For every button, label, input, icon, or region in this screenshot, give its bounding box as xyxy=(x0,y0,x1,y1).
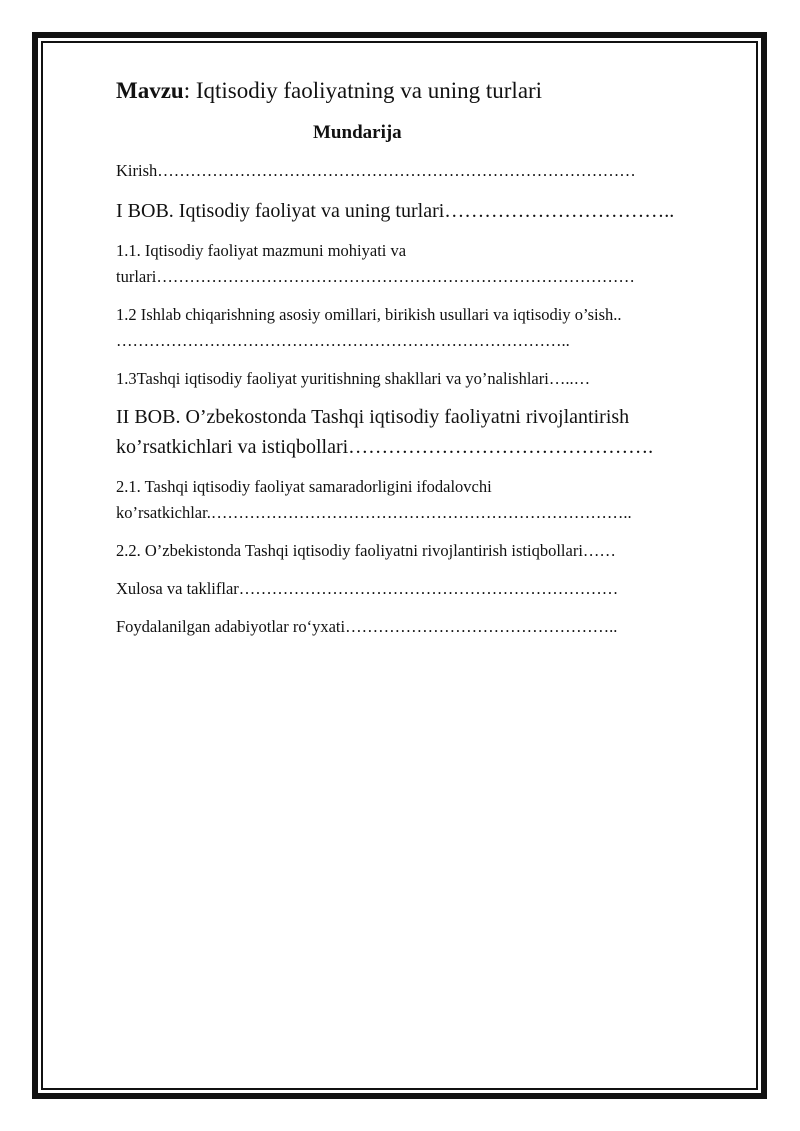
toc-line: ……………………………………………………………………….. xyxy=(116,331,570,350)
toc-line: II BOB. O’zbekostonda Tashqi iqtisodiy faoliyatni rivojlantirish xyxy=(116,406,630,428)
toc-line: 2.1. Tashqi iqtisodiy faoliyat samaradorligini ifodalovchi xyxy=(116,477,492,496)
toc-item-1-3 xyxy=(116,366,716,392)
document-body xyxy=(116,74,716,640)
toc-item-references xyxy=(116,614,716,640)
toc-line: I BOB. Iqtisodiy faoliyat va uning turlari…………………………….. xyxy=(116,200,675,222)
toc-item-chapter-2 xyxy=(116,402,716,462)
toc-line: 1.3Tashqi iqtisodiy faoliyat yuritishning shakllari va yo’nalishlari…..… xyxy=(116,369,591,388)
toc-item-1-2 xyxy=(116,302,716,354)
toc-item-chapter-1 xyxy=(116,196,716,226)
table-of-contents xyxy=(116,158,716,640)
toc-line: 1.2 Ishlab chiqarishning asosiy omillari, birikish usullari va iqtisodiy o’sish.. xyxy=(116,305,622,324)
toc-line: 1.1. Iqtisodiy faoliyat mazmuni mohiyati va xyxy=(116,241,407,260)
toc-line: turlari…………………………………………………………………………… xyxy=(116,267,635,286)
toc-line: Foydalanilgan adabiyotlar ro‘yxati………………………………………….. xyxy=(116,617,618,636)
toc-item-conclusion xyxy=(116,576,716,602)
toc-line: ko’rsatkichlar.………………………………………………………………….. xyxy=(116,503,632,522)
toc-line: Xulosa va takliflar…………………………………………………………… xyxy=(116,579,619,598)
document-title xyxy=(116,74,716,108)
toc-item-kirish xyxy=(116,158,716,184)
toc-heading: Mundarija xyxy=(313,122,402,143)
toc-line: ko’rsatkichlari va istiqbollari………………………………………. xyxy=(116,436,654,458)
toc-line: Kirish…………………………………………………………………………… xyxy=(116,161,636,180)
title-label: Mavzu xyxy=(116,78,184,103)
toc-item-2-2 xyxy=(116,538,716,564)
toc-item-2-1 xyxy=(116,474,716,526)
toc-item-1-1 xyxy=(116,238,716,290)
title-text: : Iqtisodiy faoliyatning va uning turlari xyxy=(183,78,543,103)
toc-line: 2.2. O’zbekistonda Tashqi iqtisodiy faoliyatni rivojlantirish istiqbollari…… xyxy=(116,541,616,560)
